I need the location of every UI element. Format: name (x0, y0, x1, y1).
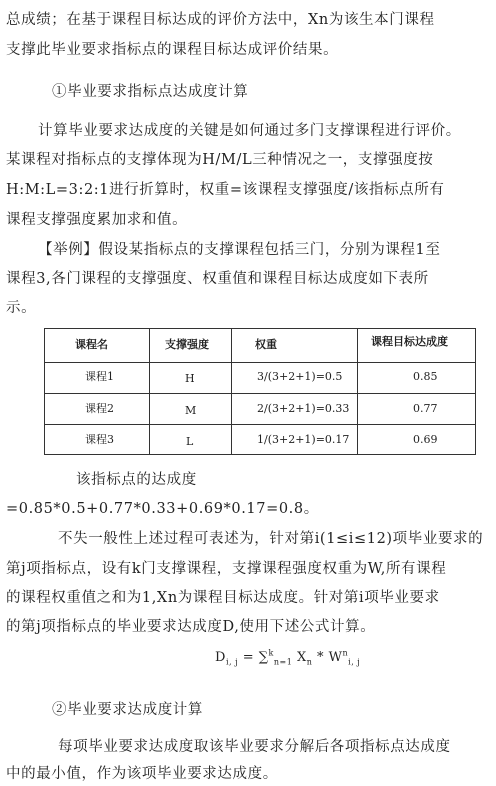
paragraph-line: 中的最小值，作为该项毕业要求达成度。 (6, 766, 278, 782)
paragraph-line: 不失一般性上述过程可表述为，针对第i(1≤i≤12)项毕业要求的 (58, 531, 484, 547)
table-header: 权重 (255, 338, 277, 351)
paragraph-line: 支撑此毕业要求指标点的课程目标达成评价结果。 (6, 42, 339, 58)
table-cell: M (185, 404, 197, 417)
table-cell: 0.77 (413, 402, 438, 415)
table-cell: 1/(3+2+1)=0.17 (257, 433, 350, 446)
table-rule (357, 329, 358, 454)
example-line: 【举例】假设某指标点的支撑课程包括三门，分别为课程1至 (38, 242, 441, 258)
section-heading-2: ②毕业要求达成度计算 (52, 702, 203, 718)
table-cell: 0.85 (413, 370, 438, 383)
formula-lhs-subscript: i, j (225, 657, 239, 667)
formula-x-subscript: n (306, 657, 313, 667)
formula-sum: = ∑ (238, 650, 269, 665)
formula-w-subscript: i, j (348, 657, 361, 667)
paragraph-line: 计算毕业要求达成度的关键是如何通过多门支撑课程进行评价。 (38, 123, 461, 139)
paragraph-line: H:M:L=3:2:1进行折算时，权重=该课程支撑强度/该指标点所有 (6, 182, 445, 198)
table-cell: L (186, 435, 194, 448)
attainment-formula (215, 648, 360, 668)
result-formula-line: =0.85*0.5+0.77*0.33+0.69*0.17=0.8。 (6, 501, 319, 517)
paragraph-line: 第j项指标点，设有k门支撑课程，支撑课程强度权重为W,所有课程 (6, 561, 447, 577)
formula-sum-superscript: k (268, 648, 274, 658)
table-header: 课程目标达成度 (371, 335, 448, 348)
table-cell: 0.69 (413, 433, 438, 446)
formula-w-superscript: n (342, 648, 349, 658)
table-rule (45, 362, 475, 363)
formula-x: X (292, 650, 307, 665)
table-header: 课程名 (75, 338, 108, 351)
formula-w: * W (312, 650, 343, 665)
formula-lhs: D (215, 650, 226, 665)
table-cell: 课程1 (85, 370, 114, 383)
paragraph-line: 的课程权重值之和为1,Xn为课程目标达成度。针对第i项毕业要求 (6, 590, 440, 606)
paragraph-line: 某课程对指标点的支撑体现为H/M/L三种情况之一，支撑强度按 (6, 152, 434, 168)
table-rule (45, 424, 475, 425)
example-table (44, 328, 476, 455)
formula-sum-subscript: n=1 (273, 657, 293, 667)
example-line: 课程3,各门课程的支撑强度、权重值和课程目标达成度如下表所 (6, 271, 429, 287)
table-cell: 课程2 (85, 402, 114, 415)
example-line: 示。 (6, 300, 37, 316)
table-rule (45, 393, 475, 394)
table-header: 支撑强度 (165, 338, 209, 351)
table-cell: 3/(3+2+1)=0.5 (257, 370, 343, 383)
table-cell: 2/(3+2+1)=0.33 (257, 402, 350, 415)
result-line: 该指标点的达成度 (76, 472, 197, 488)
table-cell: H (185, 372, 195, 385)
table-rule (231, 329, 232, 454)
paragraph-line: 课程支撑强度累加求和值。 (6, 212, 188, 228)
paragraph-line: 每项毕业要求达成度取该毕业要求分解后各项指标点达成度 (58, 739, 451, 755)
table-rule (149, 329, 150, 454)
section-heading-1: ①毕业要求指标点达成度计算 (52, 84, 249, 100)
paragraph-line: 总成绩；在基于课程目标达成的评价方法中，Xn为该生本门课程 (6, 12, 435, 28)
paragraph-line: 的第j项指标点的毕业要求达成度D,使用下述公式计算。 (6, 619, 376, 635)
table-cell: 课程3 (85, 433, 114, 446)
